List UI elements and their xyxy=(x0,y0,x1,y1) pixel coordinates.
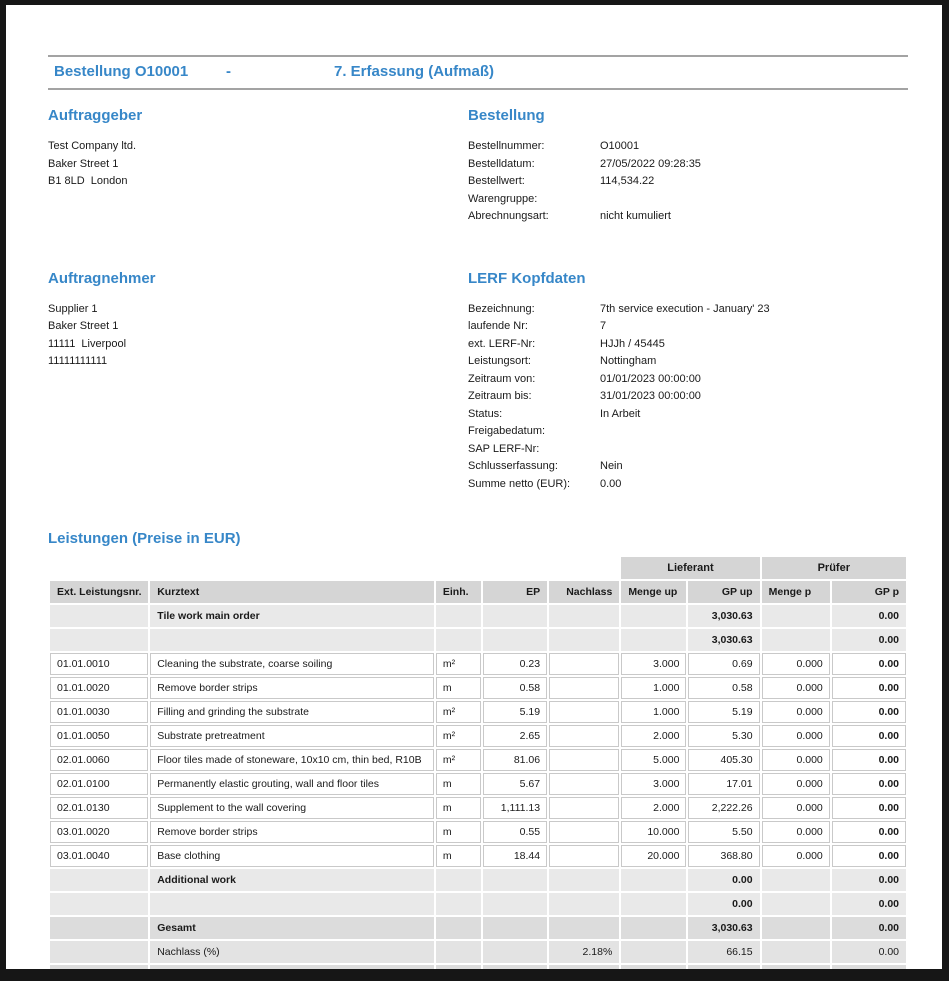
cell-nr: 02.01.0130 xyxy=(50,797,148,819)
cell-ep: 18.44 xyxy=(483,845,547,867)
cell-menge-up: 5.000 xyxy=(621,749,686,771)
cell-gp-up: 0.00 xyxy=(688,893,759,915)
field-value: 31/01/2023 00:00:00 xyxy=(600,390,701,402)
field-row xyxy=(468,191,908,209)
cell-gp-p: 0.00 xyxy=(832,797,906,819)
cell-menge-up: 2.000 xyxy=(621,725,686,747)
title-separator: - xyxy=(226,63,231,80)
cell-kurztext xyxy=(150,893,434,915)
cell-menge-p: 0.000 xyxy=(762,797,830,819)
field-row xyxy=(468,156,908,174)
title-order-number: Bestellung O10001 xyxy=(54,63,189,80)
section-bestellung xyxy=(468,107,908,226)
cell-menge-p xyxy=(762,869,830,891)
cell-gp-up: 0.00 xyxy=(688,869,759,891)
cell-kurztext xyxy=(150,629,434,651)
field-value: 01/01/2023 00:00:00 xyxy=(600,372,701,385)
cell-einh: m xyxy=(436,773,481,795)
cell-gp-up: 66.15 xyxy=(688,941,759,963)
cell-nachlass xyxy=(549,845,619,867)
auftraggeber-heading: Auftraggeber xyxy=(48,107,143,124)
table-row-data xyxy=(50,653,906,675)
bestellung-heading: Bestellung xyxy=(468,107,545,124)
cell-nachlass xyxy=(549,821,619,843)
title-bar xyxy=(48,55,908,90)
cell-menge-up xyxy=(621,629,686,651)
table-row-total xyxy=(50,917,906,939)
cell-nr: 02.01.0060 xyxy=(50,749,148,771)
field-row xyxy=(468,458,908,476)
field-label: Warengruppe: xyxy=(468,192,538,205)
cell-menge-up: 1.000 xyxy=(621,677,686,699)
cell-menge-up xyxy=(621,605,686,627)
cell-einh xyxy=(436,893,481,915)
table-row-data xyxy=(50,701,906,723)
cell-menge-up xyxy=(621,941,686,963)
field-label: Status: xyxy=(468,407,503,420)
cell-nr xyxy=(50,917,148,939)
cell-menge-p xyxy=(762,605,830,627)
auftragnehmer-line: 11111 Liverpool xyxy=(48,337,127,350)
table-row-data xyxy=(50,749,906,771)
cell-einh: m² xyxy=(436,725,481,747)
cell-menge-p xyxy=(762,893,830,915)
cell-einh: m² xyxy=(436,701,481,723)
cell-einh: m xyxy=(436,845,481,867)
cell-einh: m xyxy=(436,797,481,819)
cell-ep xyxy=(483,917,547,939)
group-header-pruefer: Prüfer xyxy=(762,557,906,579)
cell-nachlass xyxy=(549,773,619,795)
field-label: Bestellwert: xyxy=(468,175,525,187)
field-value: 0.00 xyxy=(600,477,622,490)
cell-gp-p: 0.00 xyxy=(832,965,906,981)
field-value: nicht kumuliert xyxy=(600,210,671,222)
cell-ep: 5.67 xyxy=(483,773,547,795)
cell-gp-p: 0.00 xyxy=(832,629,906,651)
auftragnehmer-line: 11111111111 xyxy=(48,355,108,367)
cell-einh xyxy=(436,917,481,939)
cell-gp-up: 2,964.48 xyxy=(688,965,759,981)
cell-nr xyxy=(50,893,148,915)
cell-nachlass xyxy=(549,629,619,651)
cell-ep: 0.55 xyxy=(483,821,547,843)
cell-gp-p: 0.00 xyxy=(832,941,906,963)
cell-menge-up xyxy=(621,869,686,891)
col-header-ep: EP xyxy=(483,581,547,603)
cell-gp-p: 0.00 xyxy=(832,749,906,771)
cell-kurztext: Substrate pretreatment xyxy=(150,725,434,747)
cell-ep: 2.65 xyxy=(483,725,547,747)
table-row-data xyxy=(50,773,906,795)
cell-nachlass xyxy=(549,749,619,771)
cell-menge-up: 10.000 xyxy=(621,821,686,843)
table-group-header-row xyxy=(50,557,906,579)
field-value: 114,534.22 xyxy=(600,175,655,187)
section-row-2 xyxy=(48,270,908,494)
cell-gp-p: 0.00 xyxy=(832,701,906,723)
field-row xyxy=(468,406,908,424)
cell-nachlass: 2.18% xyxy=(549,941,619,963)
table-row-group xyxy=(50,629,906,651)
cell-gp-up: 3,030.63 xyxy=(688,917,759,939)
cell-menge-p xyxy=(762,965,830,981)
section-auftraggeber xyxy=(48,107,468,226)
cell-nachlass xyxy=(549,653,619,675)
field-label: laufende Nr: xyxy=(468,320,528,332)
field-label: Summe netto (EUR): xyxy=(468,477,571,490)
field-label: Abrechnungsart: xyxy=(468,210,549,222)
cell-gp-up: 0.69 xyxy=(688,653,759,675)
field-row xyxy=(468,173,908,191)
table-row-group xyxy=(50,869,906,891)
cell-nr: 02.01.0100 xyxy=(50,773,148,795)
cell-nachlass xyxy=(549,677,619,699)
field-value: 7 xyxy=(600,320,607,332)
cell-menge-up: 3.000 xyxy=(621,773,686,795)
cell-einh: m² xyxy=(436,653,481,675)
report-content xyxy=(6,5,942,981)
field-label: SAP LERF-Nr: xyxy=(468,442,540,455)
field-value: 7th service execution - January' 23 xyxy=(600,302,770,315)
table-row-data xyxy=(50,677,906,699)
leistungen-heading: Leistungen (Preise in EUR) xyxy=(48,530,241,547)
cell-nachlass xyxy=(549,869,619,891)
cell-nr xyxy=(50,629,148,651)
cell-gp-p: 0.00 xyxy=(832,773,906,795)
cell-nr: 01.01.0020 xyxy=(50,677,148,699)
cell-nr: 01.01.0010 xyxy=(50,653,148,675)
cell-einh xyxy=(436,869,481,891)
field-row xyxy=(468,353,908,371)
cell-kurztext: Gesamt inkl. Nachlass xyxy=(150,965,434,981)
cell-ep: 5.19 xyxy=(483,701,547,723)
cell-gp-p: 0.00 xyxy=(832,869,906,891)
cell-menge-up: 2.000 xyxy=(621,797,686,819)
cell-einh xyxy=(436,965,481,981)
cell-gp-p: 0.00 xyxy=(832,845,906,867)
field-value: In Arbeit xyxy=(600,407,641,420)
cell-kurztext: Supplement to the wall covering xyxy=(150,797,434,819)
cell-menge-p xyxy=(762,941,830,963)
cell-gp-up: 17.01 xyxy=(688,773,759,795)
leistungen-table xyxy=(48,555,908,981)
table-row-data xyxy=(50,845,906,867)
auftraggeber-line: B1 8LD London xyxy=(48,175,128,187)
cell-gp-up: 5.50 xyxy=(688,821,759,843)
cell-menge-up xyxy=(621,893,686,915)
table-row-data xyxy=(50,725,906,747)
cell-gp-p: 0.00 xyxy=(832,725,906,747)
field-value: O10001 xyxy=(600,140,640,152)
cell-einh: m xyxy=(436,677,481,699)
cell-gp-up: 3,030.63 xyxy=(688,629,759,651)
col-header-menge-up: Menge up xyxy=(621,581,686,603)
cell-gp-p: 0.00 xyxy=(832,653,906,675)
field-row xyxy=(468,423,908,441)
cell-nachlass xyxy=(549,965,619,981)
col-header-menge-p: Menge p xyxy=(762,581,830,603)
cell-menge-p xyxy=(762,917,830,939)
table-row-data xyxy=(50,797,906,819)
col-header-kurztext: Kurztext xyxy=(150,581,434,603)
cell-kurztext: Remove border strips xyxy=(150,677,434,699)
cell-nr: 01.01.0050 xyxy=(50,725,148,747)
group-header-blank xyxy=(50,557,619,579)
cell-kurztext: Base clothing xyxy=(150,845,434,867)
cell-menge-p: 0.000 xyxy=(762,749,830,771)
cell-nr: 01.01.0030 xyxy=(50,701,148,723)
cell-einh xyxy=(436,605,481,627)
cell-nr: 03.01.0040 xyxy=(50,845,148,867)
cell-gp-p: 0.00 xyxy=(832,605,906,627)
cell-kurztext: Remove border strips xyxy=(150,821,434,843)
cell-menge-p: 0.000 xyxy=(762,701,830,723)
field-label: Bestellnummer: xyxy=(468,140,545,152)
cell-gp-up: 5.30 xyxy=(688,725,759,747)
lerf-heading: LERF Kopfdaten xyxy=(468,269,586,287)
cell-ep: 81.06 xyxy=(483,749,547,771)
field-label: ext. LERF-Nr: xyxy=(468,337,536,350)
cell-menge-p: 0.000 xyxy=(762,773,830,795)
field-label: Schlusserfassung: xyxy=(468,460,558,472)
auftraggeber-line: Baker Street 1 xyxy=(48,157,119,170)
cell-gp-p: 0.00 xyxy=(832,821,906,843)
table-row-group xyxy=(50,605,906,627)
auftragnehmer-line: Baker Street 1 xyxy=(48,320,119,332)
field-row xyxy=(468,388,908,406)
cell-menge-up: 3.000 xyxy=(621,653,686,675)
field-row xyxy=(468,138,908,156)
field-row xyxy=(468,208,908,226)
cell-nachlass xyxy=(549,893,619,915)
cell-gp-p: 0.00 xyxy=(832,893,906,915)
cell-gp-up: 2,222.26 xyxy=(688,797,759,819)
table-row-total xyxy=(50,965,906,981)
cell-ep: 1,111.13 xyxy=(483,797,547,819)
auftragnehmer-line: Supplier 1 xyxy=(48,302,98,315)
field-row xyxy=(468,441,908,459)
cell-nachlass xyxy=(549,917,619,939)
cell-einh: m² xyxy=(436,749,481,771)
cell-nr xyxy=(50,605,148,627)
cell-gp-up: 3,030.63 xyxy=(688,605,759,627)
table-row-data xyxy=(50,821,906,843)
cell-gp-up: 0.58 xyxy=(688,677,759,699)
cell-einh xyxy=(436,941,481,963)
leistungen-table-body xyxy=(50,605,906,981)
field-label: Zeitraum bis: xyxy=(468,390,532,402)
group-header-lieferant: Lieferant xyxy=(621,557,759,579)
cell-menge-up xyxy=(621,965,686,981)
field-label: Zeitraum von: xyxy=(468,372,536,385)
table-row-discount xyxy=(50,941,906,963)
cell-kurztext: Nachlass (%) xyxy=(150,941,434,963)
section-auftragnehmer xyxy=(48,270,468,494)
field-label: Bezeichnung: xyxy=(468,302,535,315)
col-header-einh: Einh. xyxy=(436,581,481,603)
cell-ep xyxy=(483,869,547,891)
section-row-1 xyxy=(48,107,908,226)
cell-nr xyxy=(50,965,148,981)
cell-kurztext: Cleaning the substrate, coarse soiling xyxy=(150,653,434,675)
field-value: 27/05/2022 09:28:35 xyxy=(600,157,701,170)
cell-nachlass xyxy=(549,701,619,723)
cell-menge-p: 0.000 xyxy=(762,653,830,675)
cell-ep xyxy=(483,893,547,915)
cell-ep xyxy=(483,605,547,627)
field-row xyxy=(468,336,908,354)
cell-nr xyxy=(50,869,148,891)
cell-gp-p: 0.00 xyxy=(832,917,906,939)
cell-nachlass xyxy=(549,725,619,747)
field-value: Nein xyxy=(600,460,623,472)
field-row xyxy=(468,318,908,336)
cell-nachlass xyxy=(549,605,619,627)
cell-menge-p xyxy=(762,629,830,651)
cell-menge-up xyxy=(621,917,686,939)
field-row xyxy=(468,371,908,389)
cell-kurztext: Gesamt xyxy=(150,917,434,939)
cell-menge-p: 0.000 xyxy=(762,725,830,747)
cell-gp-up: 5.19 xyxy=(688,701,759,723)
cell-kurztext: Permanently elastic grouting, wall and floor tiles xyxy=(150,773,434,795)
cell-gp-up: 368.80 xyxy=(688,845,759,867)
field-label: Leistungsort: xyxy=(468,355,531,367)
cell-nr: 03.01.0020 xyxy=(50,821,148,843)
col-header-nachlass: Nachlass xyxy=(549,581,619,603)
cell-nr xyxy=(50,941,148,963)
table-column-header-row xyxy=(50,581,906,603)
auftraggeber-line: Test Company ltd. xyxy=(48,140,137,152)
cell-einh: m xyxy=(436,821,481,843)
cell-ep xyxy=(483,941,547,963)
col-header-gp-p: GP p xyxy=(832,581,906,603)
field-row xyxy=(468,301,908,319)
cell-menge-p: 0.000 xyxy=(762,677,830,699)
auftragnehmer-heading: Auftragnehmer xyxy=(48,269,156,287)
cell-ep: 0.58 xyxy=(483,677,547,699)
field-value: Nottingham xyxy=(600,355,657,367)
cell-kurztext: Tile work main order xyxy=(150,605,434,627)
cell-menge-up: 1.000 xyxy=(621,701,686,723)
cell-kurztext: Filling and grinding the substrate xyxy=(150,701,434,723)
cell-nachlass xyxy=(549,797,619,819)
cell-kurztext: Floor tiles made of stoneware, 10x10 cm, thin bed, R10B xyxy=(150,749,434,771)
cell-ep xyxy=(483,629,547,651)
cell-ep: 0.23 xyxy=(483,653,547,675)
cell-menge-p: 0.000 xyxy=(762,845,830,867)
field-label: Freigabedatum: xyxy=(468,425,546,437)
cell-kurztext: Additional work xyxy=(150,869,434,891)
field-label: Bestelldatum: xyxy=(468,157,535,170)
col-header-gp-up: GP up xyxy=(688,581,759,603)
table-row-group xyxy=(50,893,906,915)
cell-gp-up: 405.30 xyxy=(688,749,759,771)
cell-einh xyxy=(436,629,481,651)
cell-gp-p: 0.00 xyxy=(832,677,906,699)
cell-ep xyxy=(483,965,547,981)
col-header-ext-leistungsnr: Ext. Leistungsnr. xyxy=(50,581,148,603)
cell-menge-up: 20.000 xyxy=(621,845,686,867)
field-value: HJJh / 45445 xyxy=(600,337,665,350)
cell-menge-p: 0.000 xyxy=(762,821,830,843)
field-row xyxy=(468,476,908,494)
section-lerf-kopfdaten xyxy=(468,270,908,494)
title-document-type: 7. Erfassung (Aufmaß) xyxy=(334,63,495,80)
